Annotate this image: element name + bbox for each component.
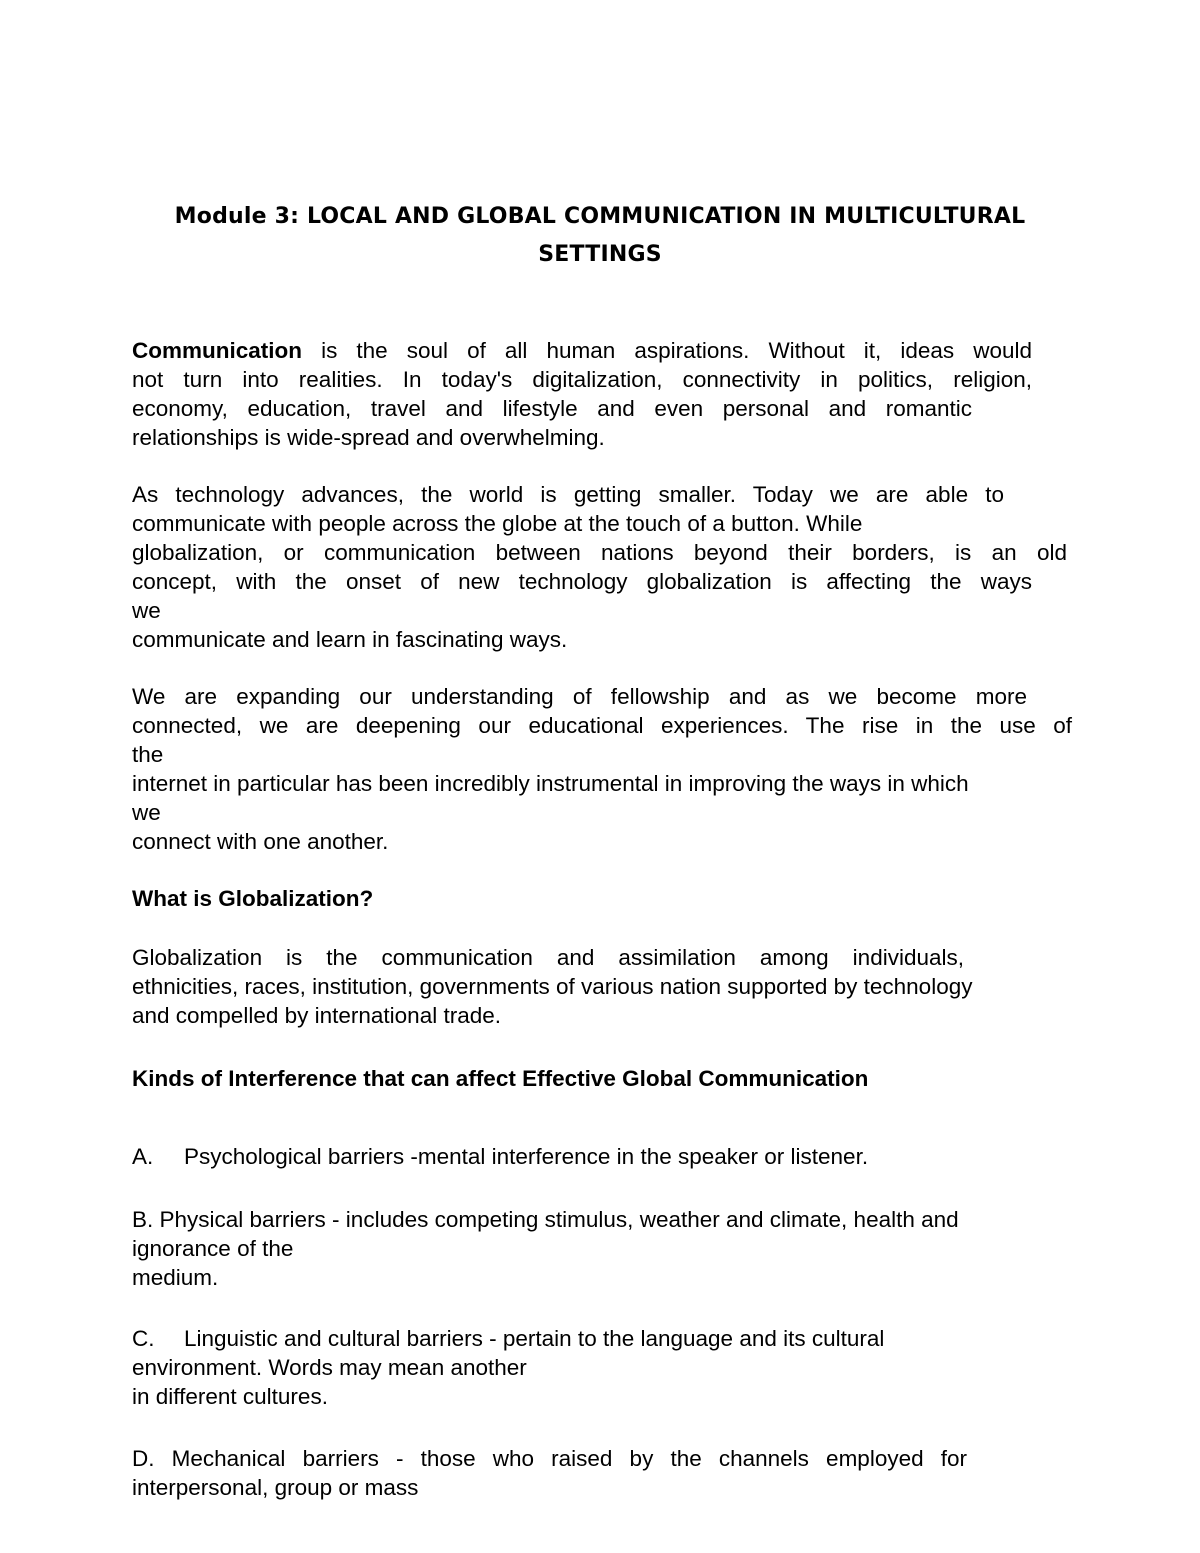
paragraph-line: we (132, 598, 161, 623)
paragraph-line: interpersonal, group or mass (132, 1475, 419, 1500)
module-title-line-2: SETTINGS (538, 242, 662, 267)
paragraph-line: B. Physical barriers - includes competing stimulus, weather and climate, health and (132, 1207, 959, 1232)
heading-what-is-globalization: What is Globalization? (132, 886, 374, 911)
paragraph-line: relationships is wide-spread and overwhelming. (132, 425, 605, 450)
paragraph-fellowship (132, 682, 1072, 856)
paragraph-line: Communication is the soul of all human aspirations. Without it, ideas would (132, 338, 1032, 363)
paragraph-line: ethnicities, races, institution, governments of various nation supported by technology (132, 974, 973, 999)
paragraph-line: internet in particular has been incredibly instrumental in improving the ways in which (132, 771, 969, 796)
paragraph-line: communicate and learn in fascinating ways. (132, 627, 568, 652)
paragraph-line: we (132, 800, 161, 825)
paragraph-line: the (132, 742, 164, 767)
paragraph-line: D. Mechanical barriers - those who raised by the channels employed for (132, 1446, 967, 1471)
paragraph-line: Globalization is the communication and assimilation among individuals, (132, 945, 964, 970)
paragraph-line: medium. (132, 1265, 219, 1290)
paragraph-line: globalization, or communication between nations beyond their borders, is an old (132, 540, 1067, 565)
paragraph-communication (132, 336, 1032, 452)
paragraph-line: and compelled by international trade. (132, 1003, 501, 1028)
paragraph-line: A. Psychological barriers -mental interference in the speaker or listener. (132, 1144, 869, 1169)
item-letter: C. (132, 1326, 155, 1351)
item-linguistic-cultural-barriers (132, 1324, 884, 1411)
item-letter: A. (132, 1144, 154, 1169)
paragraph-line: ignorance of the (132, 1236, 294, 1261)
paragraph-line: As technology advances, the world is getting smaller. Today we are able to (132, 482, 1004, 507)
paragraph-line: environment. Words may mean another (132, 1355, 527, 1380)
module-title-line-1: Module 3: LOCAL AND GLOBAL COMMUNICATION IN MULTICULTURAL (174, 204, 1026, 229)
paragraph-line: connect with one another. (132, 829, 389, 854)
paragraph-line: communicate with people across the globe at the touch of a button. While (132, 511, 863, 536)
paragraph-line: C. Linguistic and cultural barriers - pertain to the language and its cultural (132, 1326, 885, 1351)
paragraph-line: economy, education, travel and lifestyle and even personal and romantic (132, 396, 972, 421)
module-title (0, 198, 1200, 274)
paragraph-line: in different cultures. (132, 1384, 328, 1409)
paragraph-technology (132, 480, 1067, 654)
item-physical-barriers (132, 1205, 959, 1292)
paragraph-line: We are expanding our understanding of fellowship and as we become more (132, 684, 1027, 709)
item-psychological-barriers (132, 1142, 868, 1171)
item-mechanical-barriers (132, 1444, 967, 1502)
term-communication: Communication (132, 338, 303, 363)
paragraph-line: not turn into realities. In today's digitalization, connectivity in politics, religion, (132, 367, 1032, 392)
paragraph-line: connected, we are deepening our educational experiences. The rise in the use of (132, 713, 1072, 738)
paragraph-line: concept, with the onset of new technology globalization is affecting the ways (132, 569, 1032, 594)
paragraph-globalization-definition (132, 943, 1047, 1030)
heading-kinds-of-interference: Kinds of Interference that can affect Effective Global Communication (132, 1066, 869, 1091)
